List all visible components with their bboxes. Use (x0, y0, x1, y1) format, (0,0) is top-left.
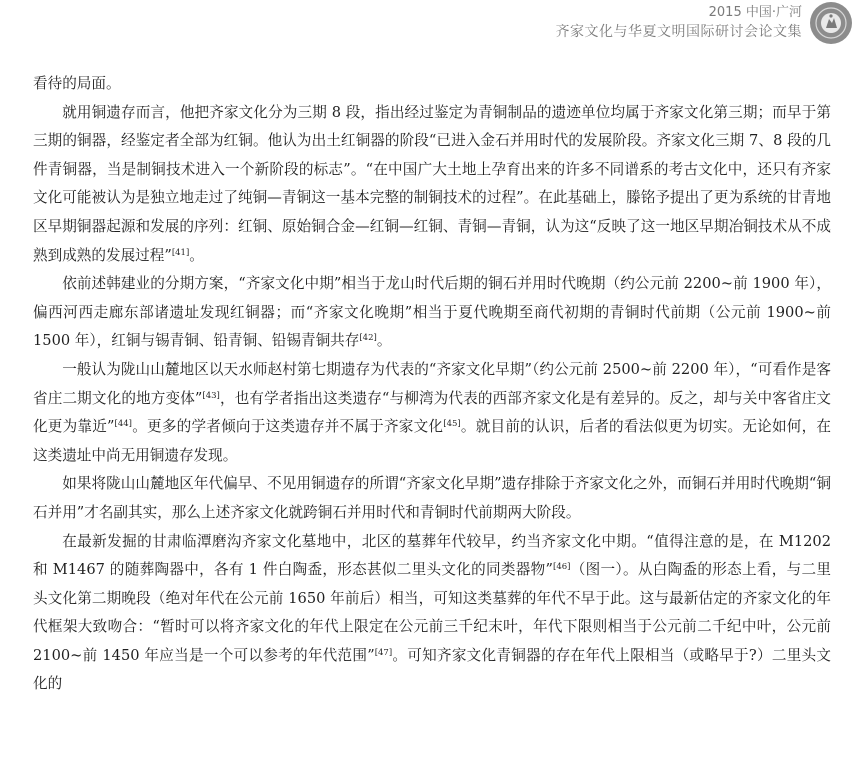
citation-marker: [45] (443, 419, 461, 430)
citation-marker: [42] (359, 333, 377, 344)
paragraph-text: ，也有学者指出这类遗存“与柳湾为代表的西部齐家文化是有差异的。反之，却与关中客省庄文化更为靠近” (33, 389, 832, 436)
paragraph-text: 就用铜遗存而言，他把齐家文化分为三期 8 段，指出经过鉴定为青铜制品的遗迹单位均属于齐家文化第三期；而早于第三期的铜器，经鉴定者全部为红铜。他认为出土红铜器的阶段“已进入金石并用时代的发展阶段。齐家文化三期 7、8 段的几件青铜器，当是制铜技术进入一个新阶段的标志”。“在中国广大土地上孕育出来的许多不同谱系的考古文化中，还只有齐家文化可能被认为是独立地走过了纯铜—青铜这一基本完整的制铜技术的过程”。在此基础上，滕铭予提出了更为系统的甘青地区早期铜器起源和发展的序列：红铜、原始铜合金—红铜—红铜、青铜—青铜，认为这“反映了这一地区早期冶铜技术从不成熟到成熟的发展过程” (33, 103, 831, 264)
citation-marker: [43] (202, 390, 220, 401)
paragraph (33, 470, 831, 527)
paragraph-text: （图一）。从白陶盉的形态上看，与二里头文化第二期晚段（绝对年代在公元前 1650 年前后）相当，可知这类墓葬的年代不早于此。这与最新估定的齐家文化的年代框架大致吻合：“暂时可以将齐家文化的年代上限定在公元前三千纪末叶，年代下限则相当于公元前二千纪中叶，公元前 2100~前 1450 年应当是一个可以参考的年代范围” (33, 561, 832, 664)
paragraph-text: 。 (189, 246, 204, 264)
paragraph (33, 70, 831, 99)
paragraph (33, 270, 831, 356)
paragraph (33, 356, 831, 470)
header-proceedings-title: 齐家文化与华夏文明国际研讨会论文集 (555, 24, 802, 40)
citation-marker: [44] (114, 419, 132, 430)
paragraph (33, 528, 831, 700)
paragraph-text: 。就目前的认识，后者的看法似更为切实。无论如何，在这类遗址中尚无用铜遗存发现。 (33, 418, 831, 464)
citation-marker: [47] (374, 647, 393, 658)
paragraph-text: 。 (376, 332, 392, 350)
page-header (556, 2, 853, 44)
paragraph-text: 。更多的学者倾向于这类遗存并不属于齐家文化 (131, 418, 444, 436)
header-text (556, 4, 803, 42)
paragraph-text: 依前述韩建业的分期方案，“齐家文化中期”相当于龙山时代后期的铜石并用时代晚期（约公元前 2200~前 1900 年），偏西河西走廊东部诸遗址发现红铜器；而“齐家文化晚期”相当于夏代晚期至商代初期的青铜时代前期（公元前 1900~前 1500 年），红铜与锡青铜、铅青铜、铅锡青铜共存 (33, 275, 831, 350)
header-conference-year: 2015 中国·广河 (708, 5, 802, 20)
paragraph-text: 。可知齐家文化青铜器的存在年代上限相当（或略早于?）二里头文化的 (33, 646, 832, 693)
paragraph (33, 99, 831, 271)
seal-emblem-icon (810, 2, 852, 44)
citation-marker: [41] (171, 247, 190, 258)
paragraph-text: 如果将陇山山麓地区年代偏早、不见用铜遗存的所谓“齐家文化早期”遗存排除于齐家文化之外，而铜石并用时代晚期“铜石并用”才名副其实，那么上述齐家文化就跨铜石并用时代和青铜时代前期两大阶段。 (33, 475, 831, 521)
article-body (33, 70, 831, 699)
citation-marker: [46] (553, 562, 571, 573)
paragraph-text: 在最新发掘的甘肃临潭磨沟齐家文化墓地中，北区的墓葬年代较早，约当齐家文化中期。“值得注意的是，在 M1202 和 M1467 的随葬陶器中，各有 1 件白陶盉，形态甚似二里头文化的同类器物” (33, 532, 831, 579)
paragraph-text: 一般认为陇山山麓地区以天水师赵村第七期遗存为代表的“齐家文化早期”（约公元前 2500~前 2200 年），“可看作是客省庄二期文化的地方变体” (33, 360, 831, 407)
paragraph-text: 看待的局面。 (33, 75, 121, 92)
